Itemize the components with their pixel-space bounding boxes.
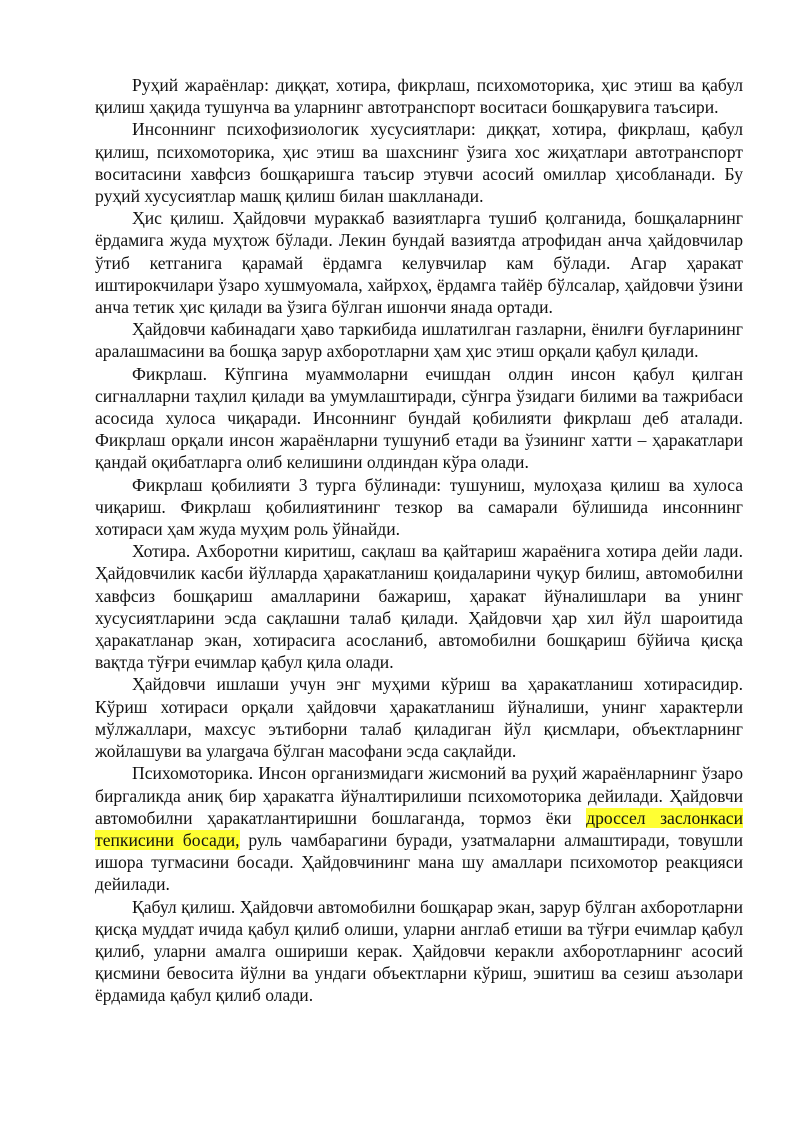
paragraph-cabin-air: Ҳайдовчи кабинадаги ҳаво таркибида ишлатилган газларни, ёнилғи буғларининг аралашмасини ва бошқа зарур ахборотларни ҳам ҳис этиш орқали қабул қилади. — [95, 319, 743, 362]
paragraph-psychomotor — [95, 762, 743, 895]
highlighted-text: дроссел заслонкаси тепкисини босади, — [95, 807, 743, 850]
paragraph-psychomotor-text-before: Психомоторика. Инсон организмидаги жисмоний ва руҳий жараёнларнинг ўзаро биргаликда аниқ бир ҳаракатга йўналтирилиши психомоторика дейилади. Ҳайдовчи автомобилни ҳаракатлантиришни бошлаганда, тормоз ёки — [95, 763, 743, 828]
paragraph-psychomotor-text-after: руль чамбарагини буради, узатмаларни алмаштиради, товушли ишора тугмасини босади. Ҳайдовчининг мана шу амаллари психомотор реакцияси дейилади. — [95, 829, 743, 895]
paragraph-mental-processes-title: Руҳий жараёнлар: диққат, хотира, фикрлаш, психомоторика, ҳис этиш ва қабул қилиш ҳақида тушунча ва уларнинг автотранспорт воситаси бошқарувига таъсири. — [95, 75, 743, 118]
paragraph-feeling: Ҳис қилиш. Ҳайдовчи мураккаб вазиятларга тушиб қолганида, бошқаларнинг ёрдамига жуда муҳтож бўлади. Лекин бундай вазиятда атрофидан анча ҳайдовчилар ўтиб кетганига қарамай ёрдамга келувчилар кам бўлади. Агар ҳаракат иштирокчилари ўзаро хушмуомала, хайрхоҳ, ёрдамга тайёр бўлсалар, ҳайдовчи ўзини анча тетик ҳис қилади ва ўзига бўлган ишончи янада ортади. — [95, 208, 743, 318]
paragraph-thinking: Фикрлаш. Кўпгина муаммоларни ечишдан олдин инсон қабул қилган сигналларни таҳлил қилади ва умумлаштиради, сўнгра ўзидаги билими ва тажрибаси асосида хулоса чиқаради. Инсоннинг бундай қобилияти фикрлаш деб аталади. Фикрлаш орқали инсон жараёнларни тушуниб етади ва ўзининг хатти – ҳаракатлари қандай оқибатларга олиб келишини олдиндан кўра олади. — [95, 363, 743, 473]
paragraph-perception: Қабул қилиш. Ҳайдовчи автомобилни бошқарар экан, зарур бўлган ахборотларни қисқа муддат ичида қабул қилиб олиши, уларни англаб етиши ва тўғри ечимлар қабул қилиб, уларни амалга ошириши керак. Ҳайдовчи керакли ахборотларнинг асосий қисмини бевосита йўлни ва ундаги объектларни кўриш, эшитиш ва сезиш аъзолари ёрдамида қабул қилиб олади. — [95, 896, 743, 1006]
paragraph-thinking-types: Фикрлаш қобилияти 3 турга бўлинади: тушуниш, мулоҳаза қилиш ва хулоса чиқариш. Фикрлаш қобилиятининг тезкор ва самарали бўлишида инсоннинг хотираси ҳам жуда муҳим роль ўйнайди. — [95, 474, 743, 540]
paragraph-memory: Хотира. Ахборотни киритиш, сақлаш ва қайтариш жараёнига хотира дейи лади. Ҳайдовчилик касби йўлларда ҳаракатланиш қоидаларини чуқур билиш, автомобилни хавфсиз бошқариш амалларини бажариш, ҳаракат йўналишлари ва унинг хусусиятларини эсда сақлашни талаб қилади. Ҳайдовчи ҳар хил йўл шароитида ҳаракатланар экан, хотирасига асосланиб, автомобилни бошқариш бўйича қисқа вақтда тўғри ечимлар қабул қила олади. — [95, 541, 743, 673]
paragraph-psychophysiological-traits: Инсоннинг психофизиологик хусусиятлари: диққат, хотира, фикрлаш, қабул қилиш, психомоторика, ҳис этиш ва шахснинг ўзига хос жиҳатлари автотранспорт воситасини хавфсиз бошқаришга таъсир этувчи асосий омиллар ҳисобланади. Бу руҳий хусусиятлар машқ қилиш билан шаклланади. — [95, 119, 743, 207]
paragraph-visual-memory: Ҳайдовчи ишлаши учун энг муҳими кўриш ва ҳаракатланиш хотирасидир. Кўриш хотираси орқали ҳайдовчи ҳаракатланиш йўналиши, унинг характерли мўлжаллари, махсус эътиборни талаб қиладиган йўл қисмлари, объектларнинг жойлашуви ва улargача бўлган масофани эсда сақлайди. — [95, 674, 743, 762]
document-page — [95, 74, 743, 1007]
